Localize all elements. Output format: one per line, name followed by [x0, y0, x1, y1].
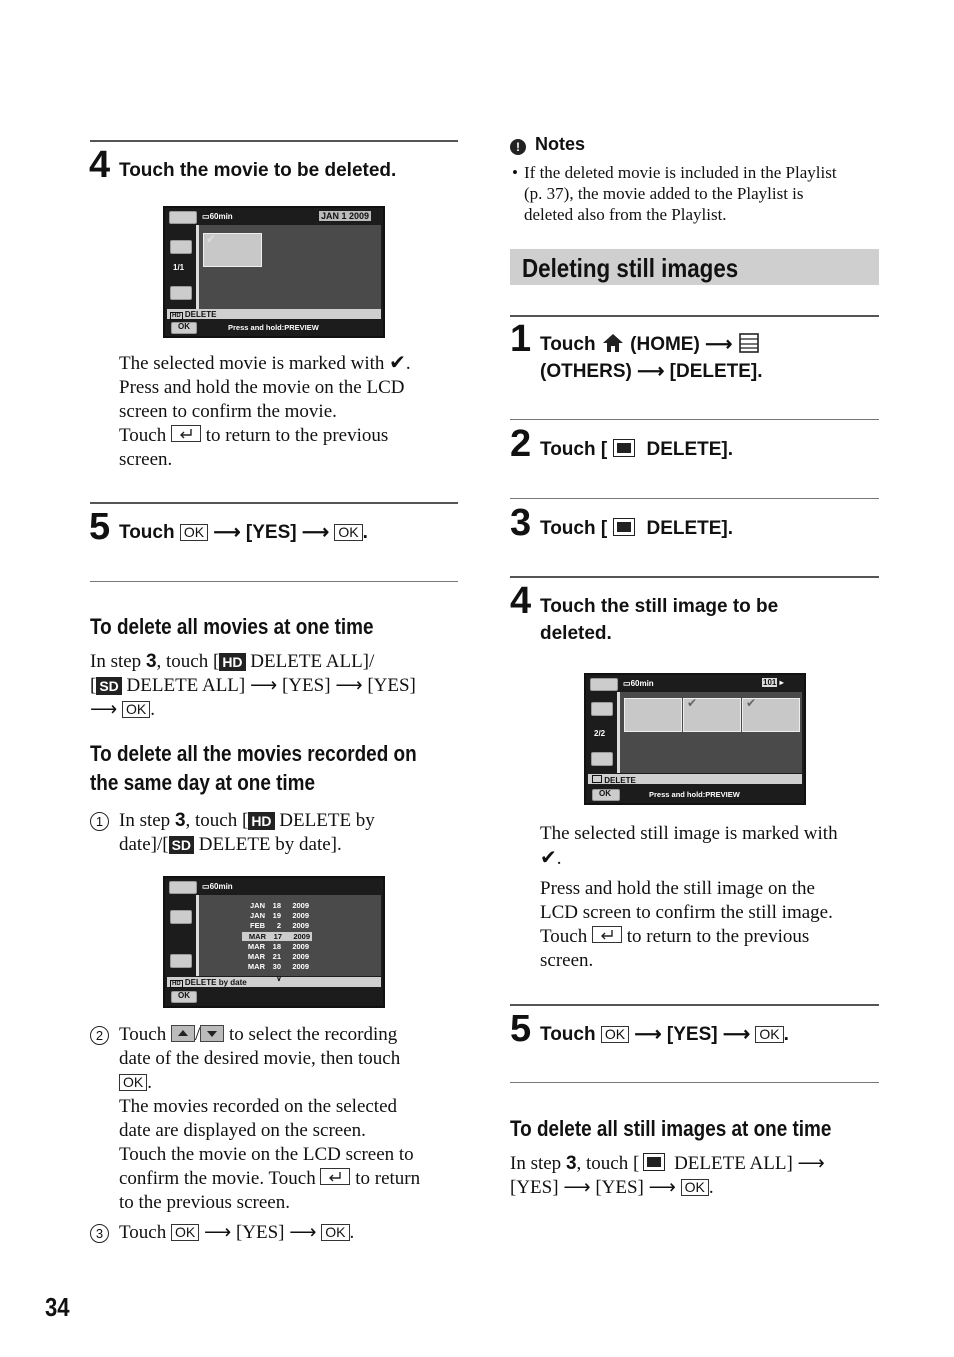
ok-icon: OK: [119, 1074, 147, 1091]
still-image-icon: [643, 1153, 665, 1171]
circled-number: 2: [90, 1026, 109, 1045]
step-title: Touch [ DELETE].: [540, 439, 734, 460]
circled-number: 3: [90, 1224, 109, 1243]
arrow-right-icon: ⟶: [705, 334, 733, 355]
ok-icon: OK: [681, 1179, 709, 1196]
preview-hint: Press and hold:PREVIEW: [228, 323, 319, 332]
step-title: Touch the still image to be deleted.: [540, 596, 779, 644]
step-number: 4: [89, 144, 111, 186]
still-thumbnail[interactable]: [624, 698, 682, 732]
mode-label: HD DELETE: [172, 310, 217, 319]
right-rule: [510, 1082, 879, 1083]
check-mark-icon: ✔: [206, 232, 217, 246]
mode-label: DELETE: [592, 775, 636, 785]
page-indicator: 1/1: [173, 263, 185, 272]
date-row[interactable]: JAN 18 2009: [249, 901, 309, 910]
still-image-icon: [613, 518, 635, 536]
up-arrow-icon: [171, 1025, 195, 1042]
date-row[interactable]: MAR 30 2009: [247, 962, 309, 972]
ok-label: OK: [178, 991, 190, 1000]
left-step4-rule: [90, 140, 458, 142]
note-bullet: •: [512, 163, 518, 182]
scroll-down-button[interactable]: [170, 954, 192, 968]
arrow-right-icon: ⟶: [301, 522, 330, 543]
return-button[interactable]: [169, 881, 197, 894]
right-step3-rule: [510, 498, 879, 499]
substep2-body: Touch / to select the recording date of the desired movie, then touch OK . The movies recorded on the selected date are displayed on the screen. Touch the movie on the LCD screen to confirm the movie. Touch to return to the previous screen.: [119, 1024, 421, 1213]
step-number: 5: [89, 506, 111, 548]
step4-body: The selected movie is marked with ✔. Press and hold the movie on the LCD screen to confirm the movie. Touch to return to the previous screen.: [119, 352, 411, 470]
right-step5-rule: [510, 1004, 879, 1006]
check-mark-icon: ✔: [746, 696, 757, 710]
battery-time: ▭60min: [202, 882, 233, 891]
note-text: If the deleted movie is included in the Playlist (p. 37), the movie added to the Playlist is deleted also from the Playlist.: [524, 163, 837, 224]
lcd-screen-still-select: [584, 673, 806, 805]
ok-icon: OK: [180, 524, 208, 541]
date-row[interactable]: FEB 2 2009: [250, 921, 309, 931]
preview-hint: Press and hold:PREVIEW: [649, 790, 740, 799]
chevron-down-icon: ∨: [276, 974, 282, 983]
date-row[interactable]: MAR 21 2009: [247, 952, 309, 961]
ok-icon: OK: [321, 1224, 349, 1241]
ok-label: OK: [178, 322, 190, 331]
sd-icon: SD: [96, 677, 121, 695]
scroll-up-button[interactable]: [170, 240, 192, 254]
ok-icon: OK: [755, 1026, 783, 1043]
battery-time: ▭60min: [623, 679, 654, 688]
check-mark-icon: ✔: [687, 696, 698, 710]
page-number: 34: [45, 1292, 70, 1322]
date-row[interactable]: MAR 17 2009: [242, 932, 312, 941]
return-icon: [320, 1168, 350, 1185]
notes-heading: ! Notes: [510, 133, 585, 155]
delete-all-body: In step 3, touch [ HD DELETE ALL]/ [ SD DELETE ALL] ⟶ [YES] ⟶ [YES] ⟶ OK .: [90, 651, 416, 720]
step-number: 1: [510, 318, 532, 360]
step-title: Touch [ DELETE].: [540, 518, 734, 539]
scroll-up-button[interactable]: [170, 910, 192, 924]
arrow-right-icon: ⟶: [637, 361, 665, 382]
date-row[interactable]: JAN 19 2009: [249, 911, 309, 921]
battery-time: ▭60min: [202, 212, 233, 221]
arrow-right-icon: ⟶: [213, 522, 241, 543]
step-title: Touch (HOME) ⟶ (OTHERS) ⟶ [DELETE].: [540, 334, 763, 382]
arrow-right-icon: ⟶: [722, 1024, 751, 1045]
arrow-right-icon: ⟶: [563, 1177, 591, 1198]
arrow-right-icon: ⟶: [289, 1222, 317, 1243]
arrow-right-icon: ⟶: [90, 699, 118, 720]
arrow-right-icon: ⟶: [648, 1177, 676, 1198]
right-step4-rule: [510, 576, 879, 578]
ok-icon: OK: [171, 1224, 199, 1241]
folder-number: 101 ▸: [763, 678, 784, 687]
arrow-right-icon: ⟶: [203, 1222, 232, 1243]
arrow-right-icon: ⟶: [634, 1024, 662, 1045]
scroll-down-button[interactable]: [591, 752, 613, 766]
mode-label: HD DELETE by date: [172, 978, 247, 987]
left-step5-rule: [90, 502, 458, 504]
left-rule: [90, 581, 458, 582]
section-heading: the same day at one time: [90, 770, 316, 795]
check-mark-icon: ✔: [540, 847, 557, 869]
section-heading: To delete all the movies recorded on: [90, 741, 417, 766]
scroll-up-button[interactable]: [591, 702, 613, 716]
notes-icon: !: [510, 139, 526, 155]
circled-number: 1: [90, 812, 109, 831]
substep3-body: Touch OK ⟶ [YES] ⟶ OK .: [119, 1222, 355, 1243]
arrow-right-icon: ⟶: [250, 675, 278, 696]
check-mark-icon: ✔: [389, 352, 406, 374]
lcd-screen-movie-select: [163, 206, 385, 338]
step-title: Touch OK ⟶ [YES] ⟶ OK .: [540, 1024, 789, 1045]
section-heading: To delete all still images at one time: [510, 1116, 832, 1141]
substep1-body: In step 3, touch [ HD DELETE by date]/[ SD DELETE by date].: [119, 810, 375, 855]
ok-icon: OK: [601, 1026, 629, 1043]
right-step1-rule: [510, 315, 879, 317]
ok-icon: OK: [334, 524, 362, 541]
scroll-down-button[interactable]: [170, 286, 192, 300]
return-icon: [592, 926, 622, 943]
lcd-screen-date-select: [163, 876, 385, 1008]
return-icon: [171, 425, 201, 442]
others-icon: [738, 332, 760, 354]
step-title: Touch OK ⟶ [YES] ⟶ OK .: [119, 522, 368, 543]
step-number: 5: [510, 1008, 532, 1050]
step-number: 2: [510, 423, 532, 465]
ok-icon: OK: [122, 701, 150, 718]
section-title: Deleting still images: [522, 253, 739, 283]
step-title: Touch the movie to be deleted.: [119, 160, 397, 181]
right-step2-rule: [510, 419, 879, 420]
section-heading: To delete all movies at one time: [90, 614, 374, 639]
page-indicator: 2/2: [594, 729, 606, 738]
ok-label: OK: [599, 789, 611, 798]
step-number: 3: [510, 502, 532, 544]
arrow-right-icon: ⟶: [335, 675, 363, 696]
home-icon: [601, 332, 625, 354]
step-number: 4: [510, 580, 532, 622]
delete-all-still-body: In step 3, touch [ DELETE ALL] ⟶ [YES] ⟶ [YES] ⟶ OK .: [510, 1153, 825, 1198]
date-display: JAN 1 2009: [321, 211, 370, 221]
sd-icon: SD: [169, 836, 194, 854]
return-button[interactable]: [169, 211, 197, 224]
down-arrow-icon: [200, 1025, 224, 1042]
date-row[interactable]: MAR 18 2009: [247, 941, 309, 951]
arrow-right-icon: ⟶: [797, 1153, 825, 1174]
still-image-icon: [613, 439, 635, 457]
return-button[interactable]: [590, 678, 618, 691]
hd-icon: HD: [248, 812, 274, 830]
hd-icon: HD: [219, 653, 245, 671]
still-step4-body: The selected still image is marked with ✔. Press and hold the still image on the LCD screen to confirm the still image. Touch to return to the previous screen.: [540, 823, 838, 971]
